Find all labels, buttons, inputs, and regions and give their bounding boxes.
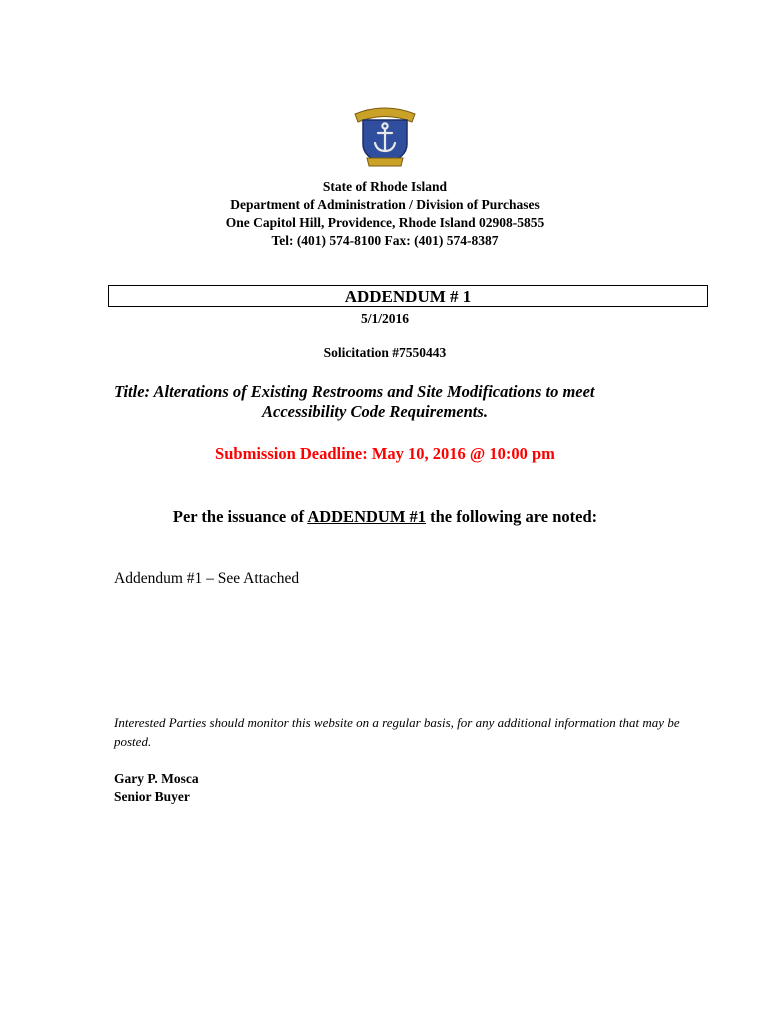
- signature-block: [114, 770, 199, 806]
- attachment-line: Addendum #1 – See Attached: [114, 570, 300, 587]
- header-state: State of Rhode Island: [322, 179, 448, 194]
- solicitation-number: Solicitation #7550443: [323, 345, 447, 360]
- submission-deadline: Submission Deadline: May 10, 2016 @ 10:00 pm: [215, 444, 555, 463]
- title-line-2: Accessibility Code Requirements.: [262, 402, 488, 421]
- title-line-1: Title: Alterations of Existing Restrooms and Site Modifications to meet: [114, 382, 595, 401]
- header-address: One Capitol Hill, Providence, Rhode Island 02908-5855: [225, 215, 545, 230]
- signer-role: Senior Buyer: [114, 789, 190, 804]
- agency-header: [0, 178, 770, 250]
- solicitation-title: [114, 382, 674, 422]
- note-suffix: the following are noted:: [426, 507, 598, 526]
- signer-name: Gary P. Mosca: [114, 771, 199, 786]
- header-contact: Tel: (401) 574-8100 Fax: (401) 574-8387: [271, 233, 499, 248]
- note-prefix: Per the issuance of: [172, 507, 308, 526]
- rhode-island-seal-icon: [349, 100, 421, 170]
- addendum-note: [0, 507, 770, 527]
- addendum-heading: ADDENDUM # 1: [108, 285, 708, 307]
- addendum-date: 5/1/2016: [360, 311, 409, 326]
- addendum-link[interactable]: ADDENDUM #1: [307, 507, 427, 526]
- header-department: Department of Administration / Division of Purchases: [230, 197, 540, 212]
- monitor-notice: Interested Parties should monitor this website on a regular basis, for any additional information that may be posted.: [114, 715, 680, 749]
